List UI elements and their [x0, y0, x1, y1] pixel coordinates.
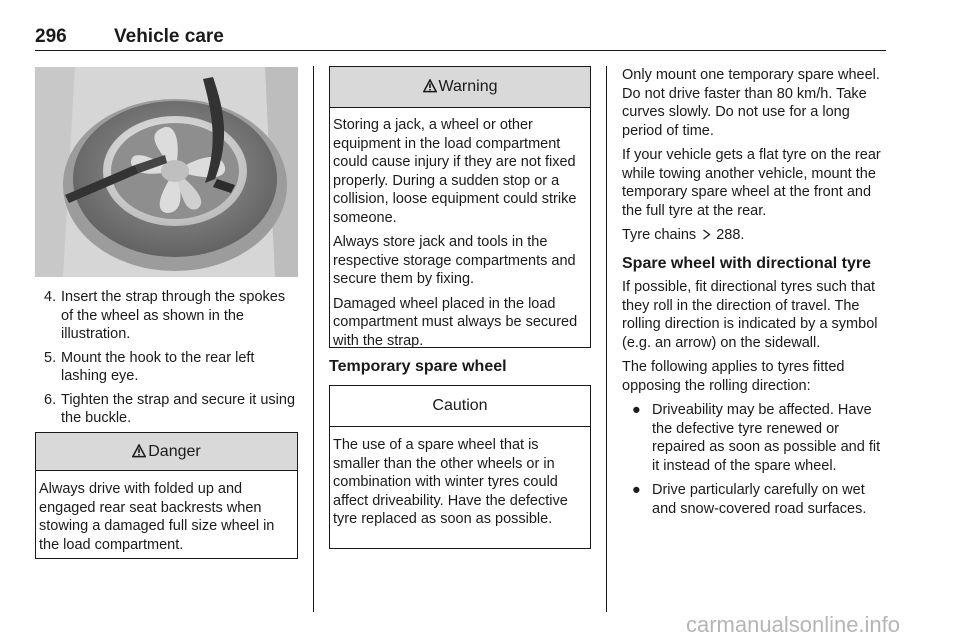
instruction-steps: [44, 288, 300, 433]
caution-body: [330, 427, 590, 529]
step-item: [44, 349, 300, 386]
body-paragraph: If your vehicle gets a flat tyre on the rear while towing another vehicle, mount the temporary spare wheel at the front and the full tyre at the rear.: [622, 147, 881, 219]
bullet-text: Drive particularly carefully on wet and snow-covered road surfaces.: [652, 482, 867, 517]
caution-box: [329, 385, 591, 549]
page-reference-arrow-icon: [702, 229, 711, 240]
chapter-title: Vehicle care: [114, 26, 224, 47]
warning-paragraph: Damaged wheel placed in the load compartment must always be secured with the strap.: [333, 295, 578, 349]
warning-triangle-icon: [132, 444, 146, 458]
section-title: Temporary spare wheel: [329, 358, 507, 375]
warning-triangle-icon: [423, 79, 437, 93]
cross-reference-page: 288.: [716, 227, 745, 243]
step-text: Tighten the strap and secure it using the buckle.: [61, 391, 296, 426]
warning-paragraph: Always store jack and tools in the respective storage compartments and secure them by fixing.: [333, 234, 576, 287]
warning-title: Warning: [438, 78, 498, 95]
danger-body: [36, 471, 297, 554]
page-header: [35, 24, 886, 51]
body-paragraph: The following applies to tyres fitted opposing the rolling direction:: [622, 359, 845, 394]
danger-box: [35, 432, 298, 559]
danger-header: [36, 433, 297, 471]
step-text: Insert the strap through the spokes of the wheel as shown in the illustration.: [61, 289, 286, 342]
step-item: [44, 391, 300, 428]
warning-box: [329, 66, 591, 348]
spare-wheel-illustration: [35, 67, 298, 277]
warning-paragraph: Storing a jack, a wheel or other equipment in the load compartment could cause injury if they are not fixed properly. During a sudden stop or a collision, loose equipment could strike someone.: [333, 117, 577, 226]
body-paragraph: Only mount one temporary spare wheel. Do not drive faster than 80 km/h. Take curves slowly. Do not use for a long period of time.: [622, 67, 880, 139]
column-divider-left: [313, 66, 314, 612]
caution-header: [330, 386, 590, 427]
bullet-dot-icon: ●: [632, 402, 641, 418]
column-divider-right: [606, 66, 607, 612]
danger-text: Always drive with folded up and engaged rear seat backrests when stowing a damaged full size wheel in the load compartment.: [39, 481, 275, 553]
subsection-heading: Spare wheel with directional tyre: [622, 254, 871, 272]
bullet-dot-icon: ●: [632, 482, 641, 498]
cross-reference: [622, 226, 886, 245]
step-text: Mount the hook to the rear left lashing eye.: [61, 349, 255, 384]
danger-title: Danger: [148, 443, 201, 460]
bullet-item: [622, 401, 886, 475]
bullet-list: [622, 401, 886, 518]
step-item: [44, 288, 300, 344]
warning-body: [330, 108, 590, 350]
caution-text: The use of a spare wheel that is smaller than the other wheels or in combination with winter tyres could affect driveability. Have the defective tyre replaced as soon as possible.: [333, 437, 568, 527]
watermark: carmanualsonline.info: [686, 612, 901, 637]
bullet-item: [622, 481, 886, 518]
page-number: 296: [35, 26, 67, 47]
step-number: 6.: [44, 391, 57, 408]
bullet-text: Driveability may be affected. Have the defective tyre renewed or repaired as soon as possible and fit it instead of the spare wheel.: [652, 402, 881, 474]
step-number: 5.: [44, 349, 57, 366]
right-column: [622, 66, 886, 524]
caution-title: Caution: [432, 397, 488, 414]
warning-header: [330, 67, 590, 108]
spare-wheel-drawing: [35, 67, 298, 277]
cross-reference-label: Tyre chains: [622, 227, 697, 243]
body-paragraph: If possible, fit directional tyres such that they roll in the direction of travel. The rolling direction is indicated by a symbol (e.g. an arrow) on the sidewall.: [622, 279, 878, 351]
step-number: 4.: [44, 289, 57, 305]
